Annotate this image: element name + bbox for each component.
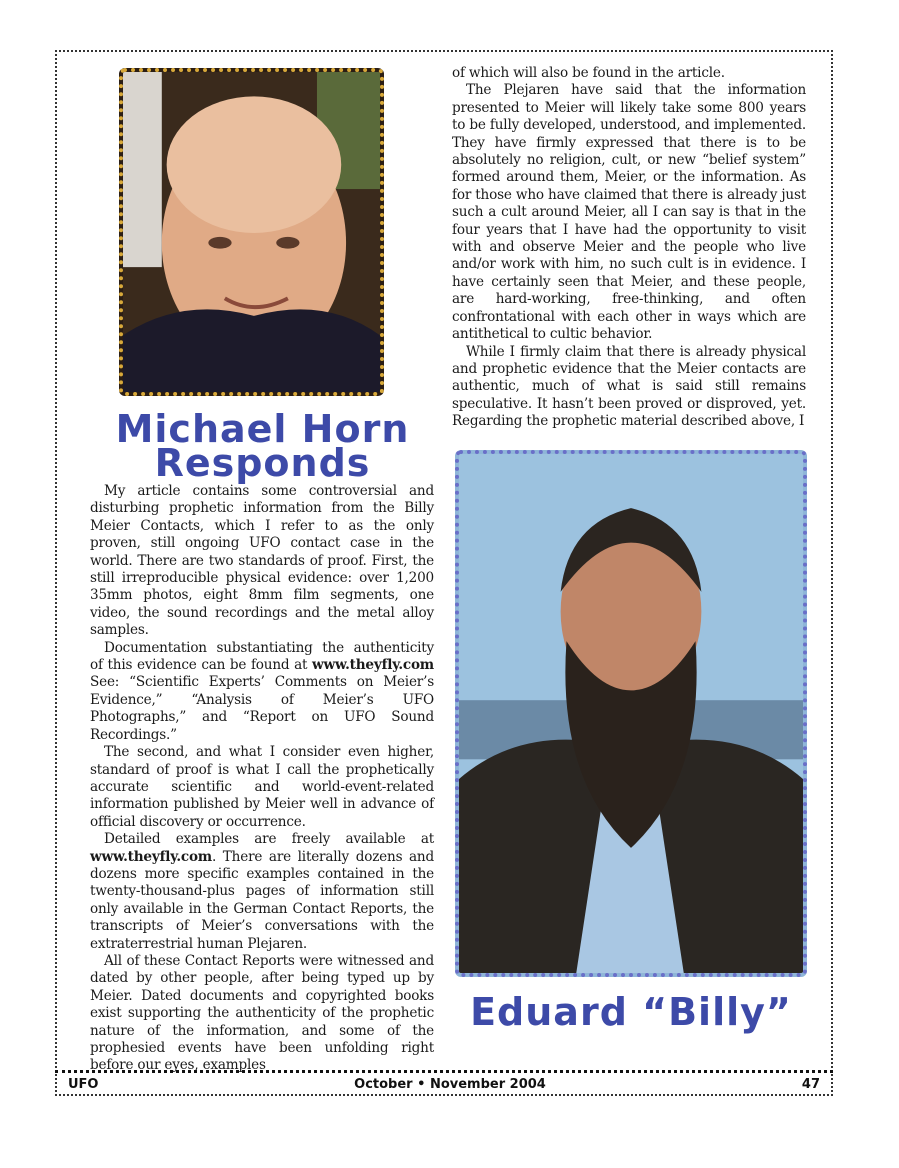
- magazine-name: UFO: [68, 1077, 99, 1092]
- paragraph: The second, and what I consider even higher, standard of proof is what I call the prophetically accurate scientific and world-event-related information published by Meier well in advance of official discovery or occurrence.: [90, 744, 434, 830]
- right-column: [452, 65, 806, 431]
- footer-rule: [55, 1070, 833, 1073]
- paragraph: While I firmly claim that there is already physical and prophetic evidence that the Meier contacts are authentic, much of what is said still remains speculative. It hasn’t been proved or disproved, yet. Regarding the prophetic material described above, I: [452, 343, 806, 430]
- portrait-image-left: [123, 72, 380, 392]
- website-link[interactable]: www.theyfly.com: [312, 657, 434, 674]
- left-column: [90, 483, 434, 1075]
- paragraph: My article contains some controversial and disturbing prophetic information from the Billy Meier Contacts, which I refer to as the only proven, still ongoing UFO contact case in the world. There are two standards of proof. First, the still irreproducible physical evidence: over 1,200 35mm photos, eight 8mm film segments, one video, the sound recordings and the metal alloy samples.: [90, 483, 434, 639]
- website-link[interactable]: www.theyfly.com: [90, 848, 212, 865]
- paragraph: All of these Contact Reports were witnessed and dated by other people, after being typed up by Meier. Dated documents and copyrighted books exist supporting the authenticity of the prophetic nature of the information, and some of the prophesied events have been unfolding right before our eyes, examples: [90, 952, 434, 1074]
- article-title: Michael Horn Responds: [115, 407, 410, 485]
- photo-caption-title: Eduard “Billy”: [470, 990, 792, 1034]
- page-number: 47: [801, 1077, 820, 1092]
- portrait-image-right: [459, 454, 803, 973]
- paragraph: Documentation substantiating the authenticity of this evidence can be found at www.theyfly.com See: “Scientific Experts’ Comments on Meier’s Evidence,” “Analysis of Meier’s UFO Photographs,” and “Report on UFO Sound Recordings.”: [90, 639, 434, 743]
- paragraph: The Plejaren have said that the information presented to Meier will likely take some 800 years to be fully developed, understood, and implemented. They have firmly expressed that there is to be absolutely no religion, cult, or new “belief system” formed around them, Meier, or the information. As for those who have claimed that there is already just such a cult around Meier, all I can say is that in the four years that I have had the opportunity to visit with and observe Meier and the people who live and/or work with him, no such cult is in evidence. I have certainly seen that Meier, and these people, are hard-working, free-thinking, and often confrontational with each other in ways which are antithetical to cultic behavior.: [452, 82, 806, 343]
- portrait-photo-left: [119, 68, 384, 396]
- issue-date: October • November 2004: [354, 1077, 546, 1092]
- paragraph: of which will also be found in the article.: [452, 65, 725, 81]
- portrait-photo-right: [455, 450, 807, 977]
- paragraph: Detailed examples are freely available at www.theyfly.com. There are literally dozens and dozens more specific examples contained in the twenty-thousand-plus pages of information still only available in the German Contact Reports, the transcripts of Meier’s conversations with the extraterrestrial human Plejaren.: [90, 831, 434, 952]
